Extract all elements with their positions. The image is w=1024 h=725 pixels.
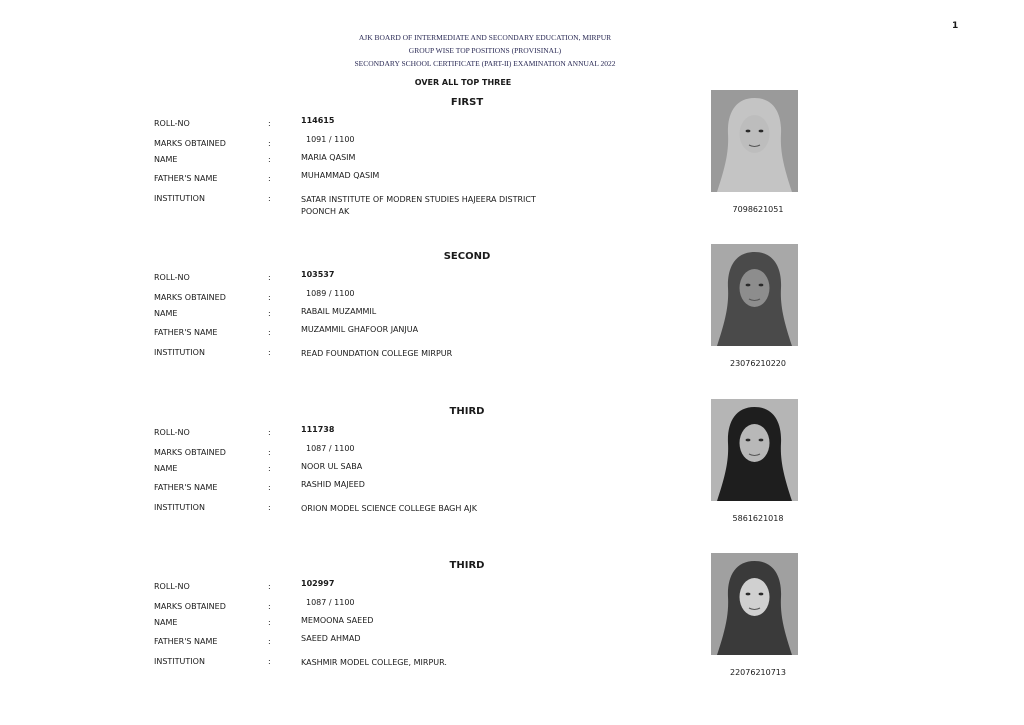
rank-heading: SECOND [443, 251, 491, 262]
colon: : [268, 657, 271, 666]
exam-title: SECONDARY SCHOOL CERTIFICATE (PART-II) EXAMINATION ANNUAL 2022 [354, 59, 616, 68]
rank-heading: THIRD [449, 406, 485, 417]
institution-label: INSTITUTION [154, 348, 205, 357]
name-label: NAME [154, 155, 178, 164]
student-photo [711, 90, 798, 192]
institution-value: KASHMIR MODEL COLLEGE, MIRPUR. [301, 658, 447, 667]
father-value: SAEED AHMAD [301, 634, 361, 643]
colon: : [268, 582, 271, 591]
colon: : [268, 139, 271, 148]
colon: : [268, 155, 271, 164]
student-code: 23076210220 [730, 359, 786, 368]
father-value: MUZAMMIL GHAFOOR JANJUA [301, 325, 419, 334]
name-label: NAME [154, 309, 178, 318]
colon: : [268, 309, 271, 318]
marks-label: MARKS OBTAINED [154, 293, 226, 302]
marks-value: 1089 / 1100 [306, 289, 355, 298]
roll-label: ROLL-NO [154, 428, 190, 437]
colon: : [268, 174, 271, 183]
portrait-icon [711, 399, 798, 501]
student-photo [711, 553, 798, 655]
page-number: 1 [952, 21, 959, 31]
institution-label: INSTITUTION [154, 657, 205, 666]
roll-label: ROLL-NO [154, 273, 190, 282]
colon: : [268, 293, 271, 302]
board-title: AJK BOARD OF INTERMEDIATE AND SECONDARY EDUCATION, MIRPUR [358, 33, 612, 42]
colon: : [268, 119, 271, 128]
overall-subtitle: OVER ALL TOP THREE [414, 78, 512, 87]
position-entry [0, 97, 1024, 252]
rank-heading: FIRST [450, 97, 484, 108]
roll-value: 103537 [301, 270, 335, 279]
name-value: MARIA QASIM [301, 153, 356, 162]
colon: : [268, 602, 271, 611]
colon: : [268, 503, 271, 512]
father-value: RASHID MAJEED [301, 480, 365, 489]
roll-value: 114615 [301, 116, 335, 125]
institution-value: READ FOUNDATION COLLEGE MIRPUR [301, 349, 453, 358]
colon: : [268, 328, 271, 337]
colon: : [268, 348, 271, 357]
name-label: NAME [154, 464, 178, 473]
colon: : [268, 637, 271, 646]
marks-value: 1091 / 1100 [306, 135, 355, 144]
roll-label: ROLL-NO [154, 582, 190, 591]
rank-heading: THIRD [449, 560, 485, 571]
institution-label: INSTITUTION [154, 503, 205, 512]
marks-label: MARKS OBTAINED [154, 139, 226, 148]
colon: : [268, 194, 271, 203]
name-value: RABAIL MUZAMMIL [301, 307, 377, 316]
colon: : [268, 428, 271, 437]
student-code: 5861621018 [732, 514, 784, 523]
institution-value: SATAR INSTITUTE OF MODREN STUDIES HAJEERA DISTRICT POONCH AK [301, 195, 536, 216]
colon: : [268, 448, 271, 457]
position-entry [0, 406, 1024, 561]
father-value: MUHAMMAD QASIM [301, 171, 380, 180]
portrait-icon [711, 90, 798, 192]
student-photo [711, 244, 798, 346]
institution-label: INSTITUTION [154, 194, 205, 203]
father-label: FATHER'S NAME [154, 637, 218, 646]
colon: : [268, 483, 271, 492]
marks-label: MARKS OBTAINED [154, 448, 226, 457]
position-entry [0, 560, 1024, 715]
student-code: 22076210713 [730, 668, 786, 677]
report-title: GROUP WISE TOP POSITIONS (PROVISINAL) [408, 46, 562, 55]
portrait-icon [711, 553, 798, 655]
colon: : [268, 464, 271, 473]
portrait-icon [711, 244, 798, 346]
marks-value: 1087 / 1100 [306, 598, 355, 607]
roll-value: 102997 [301, 579, 335, 588]
name-label: NAME [154, 618, 178, 627]
colon: : [268, 618, 271, 627]
colon: : [268, 273, 271, 282]
father-label: FATHER'S NAME [154, 174, 218, 183]
name-value: MEMOONA SAEED [301, 616, 374, 625]
name-value: NOOR UL SABA [301, 462, 363, 471]
father-label: FATHER'S NAME [154, 483, 218, 492]
position-entry [0, 251, 1024, 406]
roll-label: ROLL-NO [154, 119, 190, 128]
roll-value: 111738 [301, 425, 335, 434]
institution-value: ORION MODEL SCIENCE COLLEGE BAGH AJK [301, 504, 478, 513]
student-photo [711, 399, 798, 501]
father-label: FATHER'S NAME [154, 328, 218, 337]
marks-label: MARKS OBTAINED [154, 602, 226, 611]
marks-value: 1087 / 1100 [306, 444, 355, 453]
student-code: 7098621051 [732, 205, 784, 214]
